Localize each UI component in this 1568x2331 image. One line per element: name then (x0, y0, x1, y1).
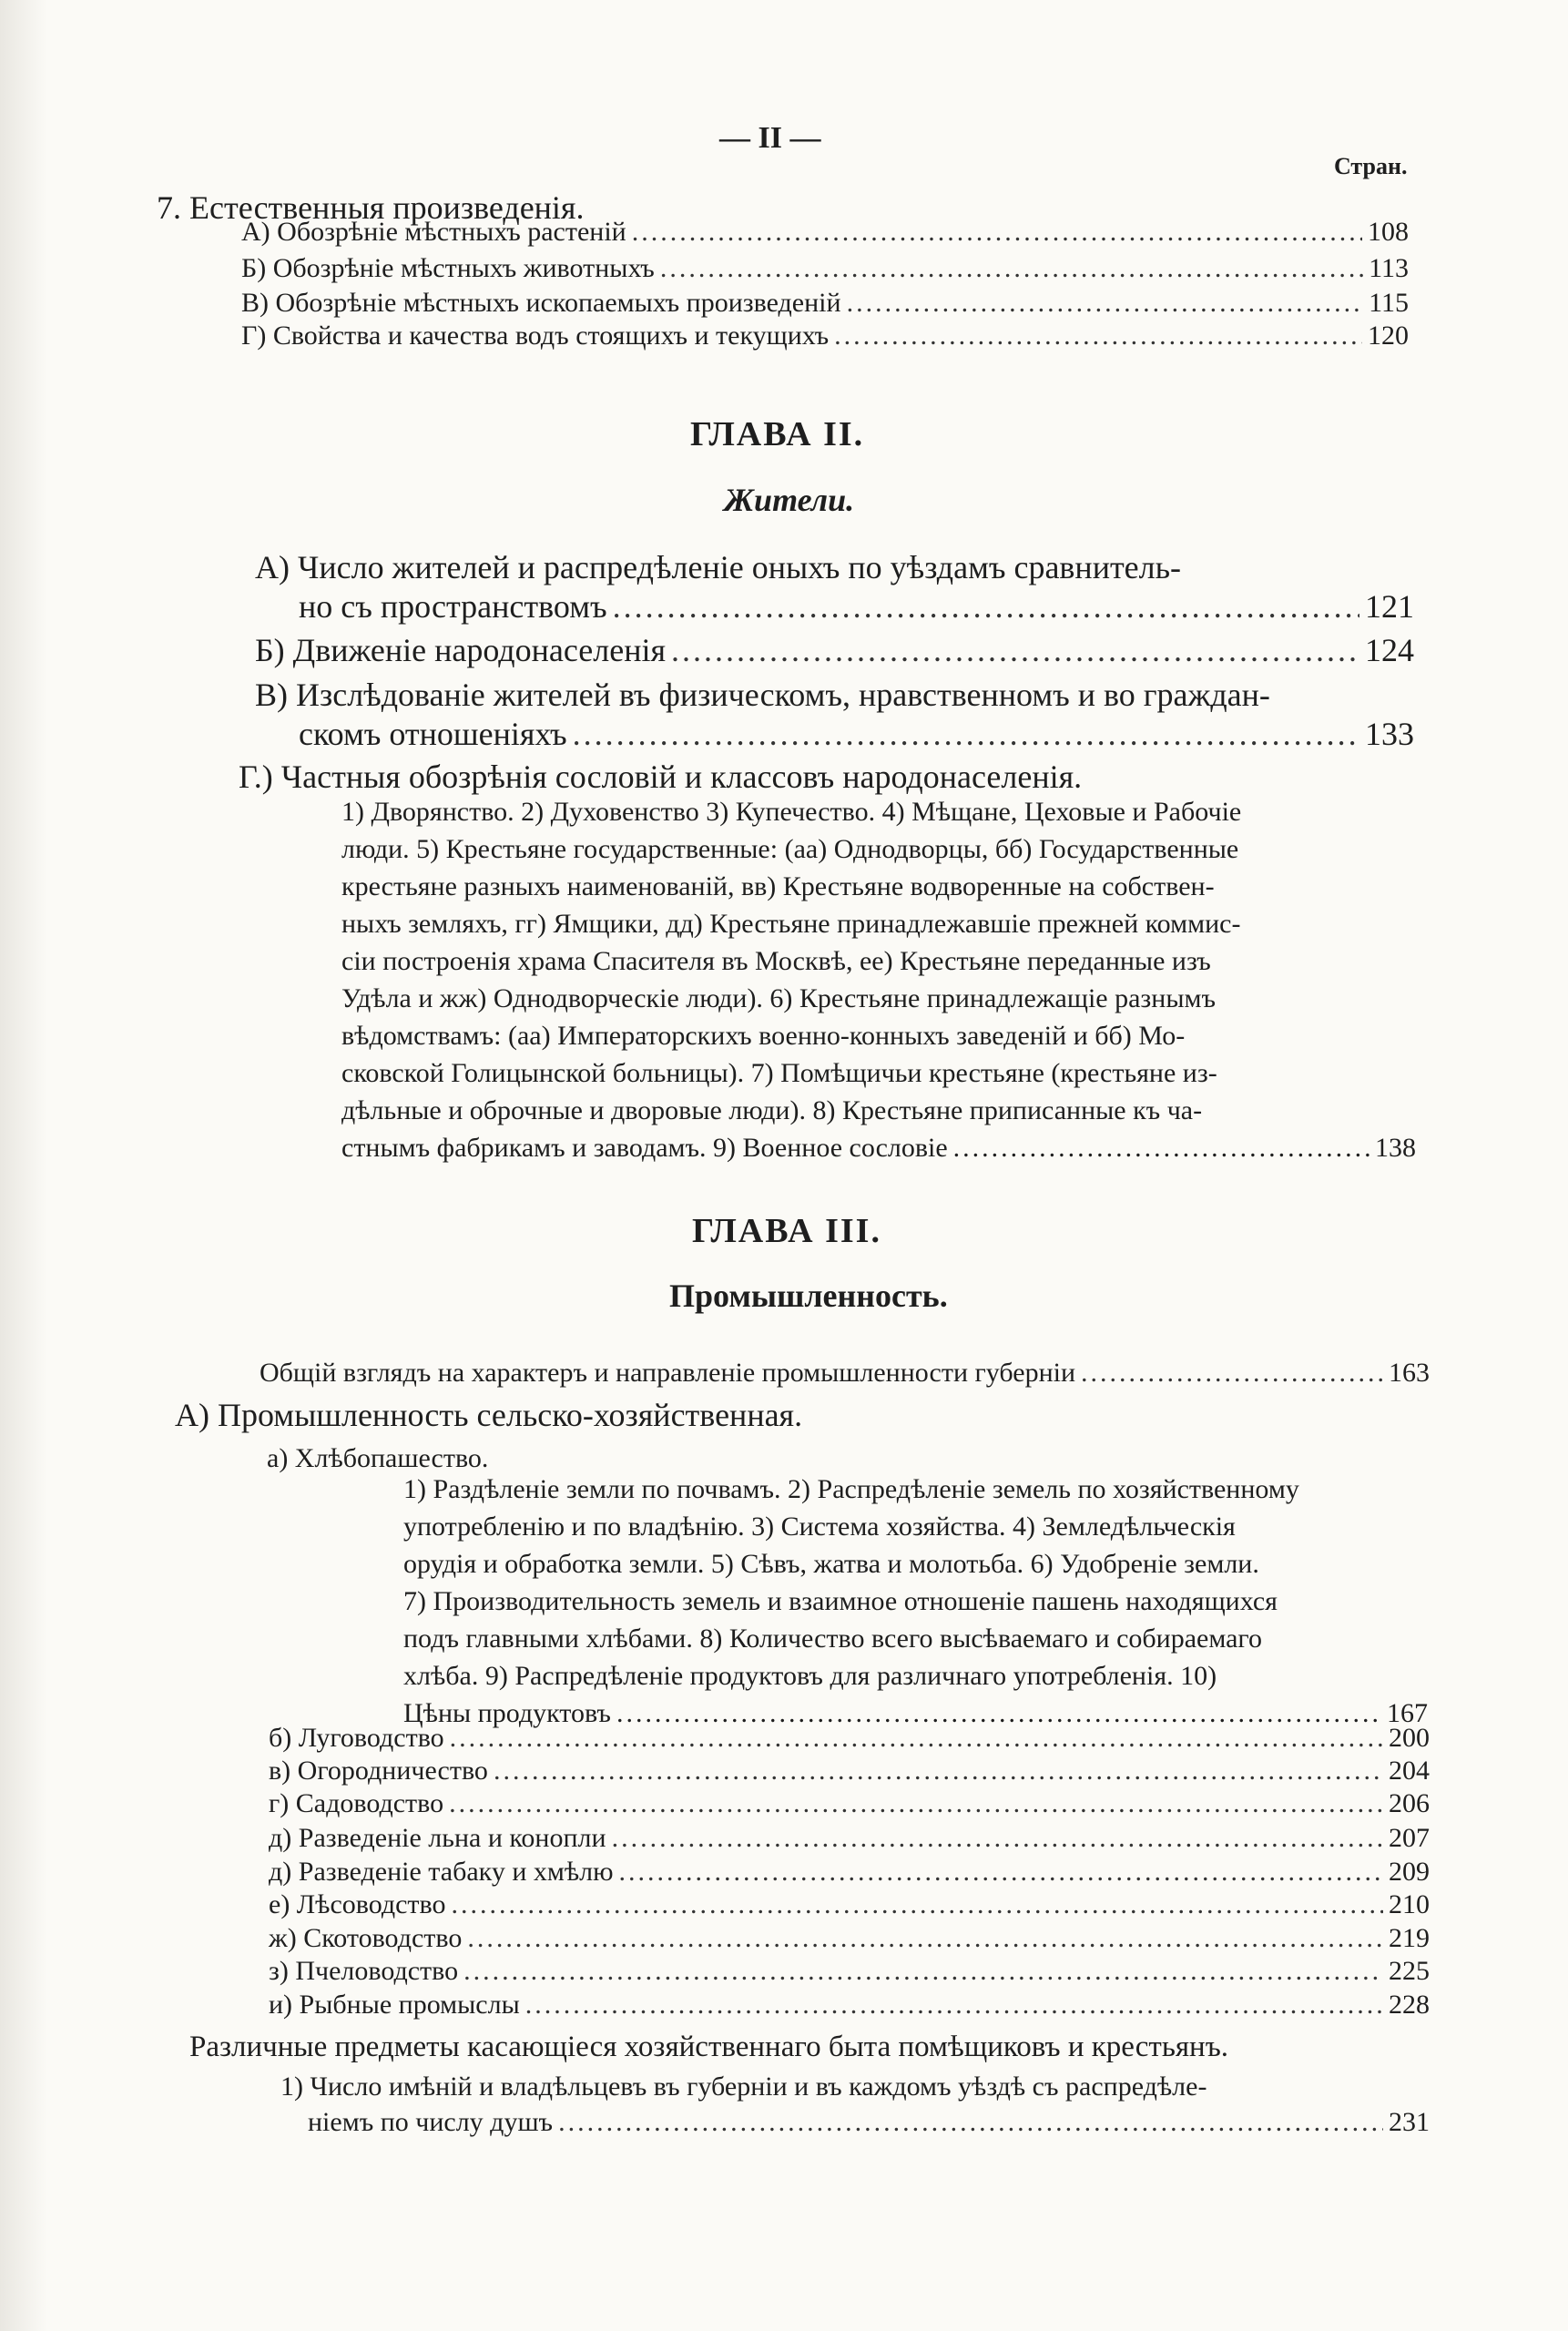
paragraph-line: дѣльные и оброчные и дворовые люди). 8) Крестьяне приписанные къ ча- (341, 1095, 1203, 1125)
chapter-2-title: ГЛАВА II. (690, 415, 865, 453)
leader-dots (660, 253, 1363, 284)
toc-entry-page: 207 (1389, 1823, 1430, 1853)
leader-dots (953, 1129, 1369, 1166)
leader-dots (847, 288, 1364, 319)
toc-entry-label: В) Обозрѣніе мѣстныхъ ископаемыхъ произведеній (241, 288, 841, 318)
toc-entry-page: 228 (1389, 1990, 1430, 2020)
toc-entry-page: 108 (1368, 217, 1409, 247)
toc-entry-label: д) Разведеніе табаку и хмѣлю (269, 1857, 614, 1887)
paragraph-line: орудія и обработка земли. 5) Сѣвъ, жатва и молотьба. 6) Удобреніе земли. (403, 1549, 1259, 1579)
toc-entry[interactable] (241, 321, 1409, 351)
toc-entry-label: Г) Свойства и качества водъ стоящихъ и текущихъ (241, 321, 830, 351)
leader-dots (573, 715, 1359, 753)
leader-dots (450, 1723, 1383, 1754)
toc-entry[interactable] (341, 1129, 1416, 1166)
chapter-3-subtitle: Промышленность. (669, 1277, 948, 1314)
estates-paragraph (341, 793, 1416, 1166)
toc-entry[interactable] (241, 288, 1409, 319)
chapter-2-subtitle: Жители. (724, 482, 855, 518)
toc-entry[interactable] (269, 1756, 1430, 1786)
toc-entry-page: 200 (1389, 1723, 1430, 1753)
leader-dots (463, 1956, 1383, 1987)
toc-entry-label: Б) Движеніе народонаселенія (255, 632, 667, 668)
leader-dots (834, 321, 1362, 351)
paragraph-line: сковской Голицынской больницы). 7) Помѣщичьи крестьяне (крестьяне из- (341, 1058, 1217, 1088)
leader-dots (467, 1923, 1383, 1954)
paragraph-line: употребленію и по владѣнію. 3) Система хозяйства. 4) Земледѣльческія (403, 1512, 1236, 1542)
toc-entry-label: но съ пространствомъ (299, 588, 607, 625)
toc-entry[interactable] (269, 1889, 1430, 1920)
page-gutter-shadow (0, 0, 47, 2331)
toc-entry-page: 138 (1375, 1133, 1416, 1163)
toc-entry-label: ніемъ по числу душъ (308, 2107, 554, 2137)
paragraph-line: крестьяне разныхъ наименованій, вв) Крестьяне водворенные на собствен- (341, 871, 1215, 901)
toc-entry-page: 206 (1389, 1788, 1430, 1818)
toc-entry-page: 231 (1389, 2107, 1430, 2137)
toc-entry-page: 120 (1368, 321, 1409, 351)
toc-entry[interactable] (269, 1956, 1430, 1987)
toc-entry-page: 204 (1389, 1756, 1430, 1786)
toc-entry-label: стнымъ фабрикамъ и заводамъ. 9) Военное сословіе (341, 1133, 948, 1163)
paragraph-line: 1) Дворянство. 2) Духовенство 3) Купечество. 4) Мѣщане, Цеховые и Рабочіе (341, 797, 1242, 827)
toc-entry-label: скомъ отношеніяхъ (299, 716, 567, 752)
agriculture-paragraph (403, 1471, 1428, 1732)
toc-entry-page: 133 (1365, 716, 1414, 752)
leader-dots (525, 1990, 1383, 2021)
toc-entry[interactable] (269, 1990, 1430, 2021)
toc-entry[interactable] (269, 1857, 1430, 1888)
toc-entry[interactable] (269, 1923, 1430, 1954)
toc-entry-label: г) Садоводство (269, 1788, 444, 1818)
toc-entry-page: 167 (1387, 1698, 1428, 1728)
leader-dots (632, 217, 1362, 248)
toc-entry-page: 163 (1389, 1358, 1430, 1388)
toc-entry-line: В) Изслѣдованіе жителей въ физическомъ, нравственномъ и во граждан- (255, 677, 1270, 713)
chapter-3-title: ГЛАВА III. (692, 1212, 881, 1250)
paragraph-line: ныхъ земляхъ, гг) Ямщики, дд) Крестьяне принадлежавшіе прежней коммис- (341, 909, 1241, 939)
toc-entry-label: д) Разведеніе льна и конопли (269, 1823, 606, 1853)
toc-entry-line: А) Число жителей и распредѣленіе оныхъ по уѣздамъ сравнитель- (255, 549, 1182, 585)
toc-entry-page: 209 (1389, 1857, 1430, 1887)
paragraph-line: сіи построенія храма Спасителя въ Москвѣ, ее) Крестьяне переданные изъ (341, 946, 1211, 976)
leader-dots (619, 1857, 1383, 1888)
toc-entry-label: б) Луговодство (269, 1723, 444, 1753)
toc-entry[interactable] (260, 1358, 1430, 1389)
toc-entry-label: ж) Скотоводство (269, 1923, 463, 1953)
leader-dots (612, 1823, 1383, 1854)
toc-entry-page: 225 (1389, 1956, 1430, 1986)
paragraph-line: 1) Раздѣленіе земли по почвамъ. 2) Распредѣленіе земель по хозяйственному (403, 1474, 1299, 1504)
paragraph-line: люди. 5) Крестьяне государственные: (аа) Однодворцы, бб) Государственные (341, 834, 1239, 864)
toc-entry-page: 121 (1365, 588, 1414, 625)
paragraph-line: вѣдомствамъ: (аа) Императорскихъ военно-конныхъ заведеній и бб) Мо- (341, 1021, 1186, 1051)
leader-dots (1081, 1358, 1383, 1389)
toc-entry-label: Б) Обозрѣніе мѣстныхъ животныхъ (241, 253, 655, 283)
toc-entry-label: з) Пчеловодство (269, 1956, 459, 1986)
toc-entry[interactable] (299, 587, 1414, 626)
toc-entry[interactable] (241, 217, 1409, 248)
toc-entry-page: 219 (1389, 1923, 1430, 1953)
toc-entry[interactable] (241, 253, 1409, 284)
toc-entry-line: 1) Число имѣній и владѣльцевъ въ губерніи и въ каждомъ уѣздѣ съ распредѣле- (280, 2071, 1207, 2102)
toc-entry-page: 124 (1365, 632, 1414, 668)
toc-entry-label: А) Обозрѣніе мѣстныхъ растеній (241, 217, 626, 247)
toc-entry-label: Цѣны продуктовъ (403, 1698, 611, 1728)
toc-entry[interactable] (269, 1788, 1430, 1819)
toc-entry-label: е) Лѣсоводство (269, 1889, 446, 1919)
paragraph-line: хлѣба. 9) Распредѣленіе продуктовъ для различнаго употребленія. 10) (403, 1661, 1217, 1691)
toc-entry-label: Общій взглядъ на характеръ и направленіе промышленности губерніи (260, 1358, 1076, 1388)
leader-dots (613, 587, 1359, 626)
toc-entry-page: 115 (1369, 288, 1409, 318)
toc-subsection-title: Г.) Частныя обозрѣнія сословій и классовъ народонаселенія. (239, 758, 1083, 795)
leader-dots (671, 631, 1359, 669)
page-column-label: Стран. (1334, 153, 1408, 179)
toc-entry-label: в) Огородничество (269, 1756, 488, 1786)
page-number-header: — II — (719, 121, 821, 155)
paragraph-line: Удѣла и жж) Однодворческіе люди). 6) Крестьяне принадлежащіе разнымъ (341, 983, 1216, 1013)
toc-entry-page: 210 (1389, 1889, 1430, 1919)
leader-dots (558, 2107, 1383, 2138)
toc-subsection-title: А) Промышленность сельско-хозяйственная. (175, 1397, 803, 1433)
toc-entry[interactable] (299, 715, 1414, 753)
toc-entry[interactable] (308, 2107, 1430, 2138)
toc-entry[interactable] (269, 1723, 1430, 1754)
toc-entry[interactable] (255, 631, 1414, 669)
paragraph-line: подъ главными хлѣбами. 8) Количество всего высѣваемаго и собираемаго (403, 1624, 1262, 1654)
section-7-title: 7. Естественныя произведенія. (157, 189, 585, 226)
toc-subsection-title: Различные предметы касающіеся хозяйственнаго быта помѣщиковъ и крестьянъ. (189, 2031, 1229, 2063)
toc-subsection-title: а) Хлѣбопашество. (267, 1443, 489, 1473)
leader-dots (452, 1889, 1383, 1920)
paragraph-line: 7) Производительность земель и взаимное отношеніе пашень находящихся (403, 1586, 1278, 1616)
toc-entry-label: и) Рыбные промыслы (269, 1990, 520, 2020)
leader-dots (449, 1788, 1383, 1819)
leader-dots (494, 1756, 1383, 1786)
toc-entry-page: 113 (1369, 253, 1409, 283)
toc-entry[interactable] (269, 1823, 1430, 1854)
